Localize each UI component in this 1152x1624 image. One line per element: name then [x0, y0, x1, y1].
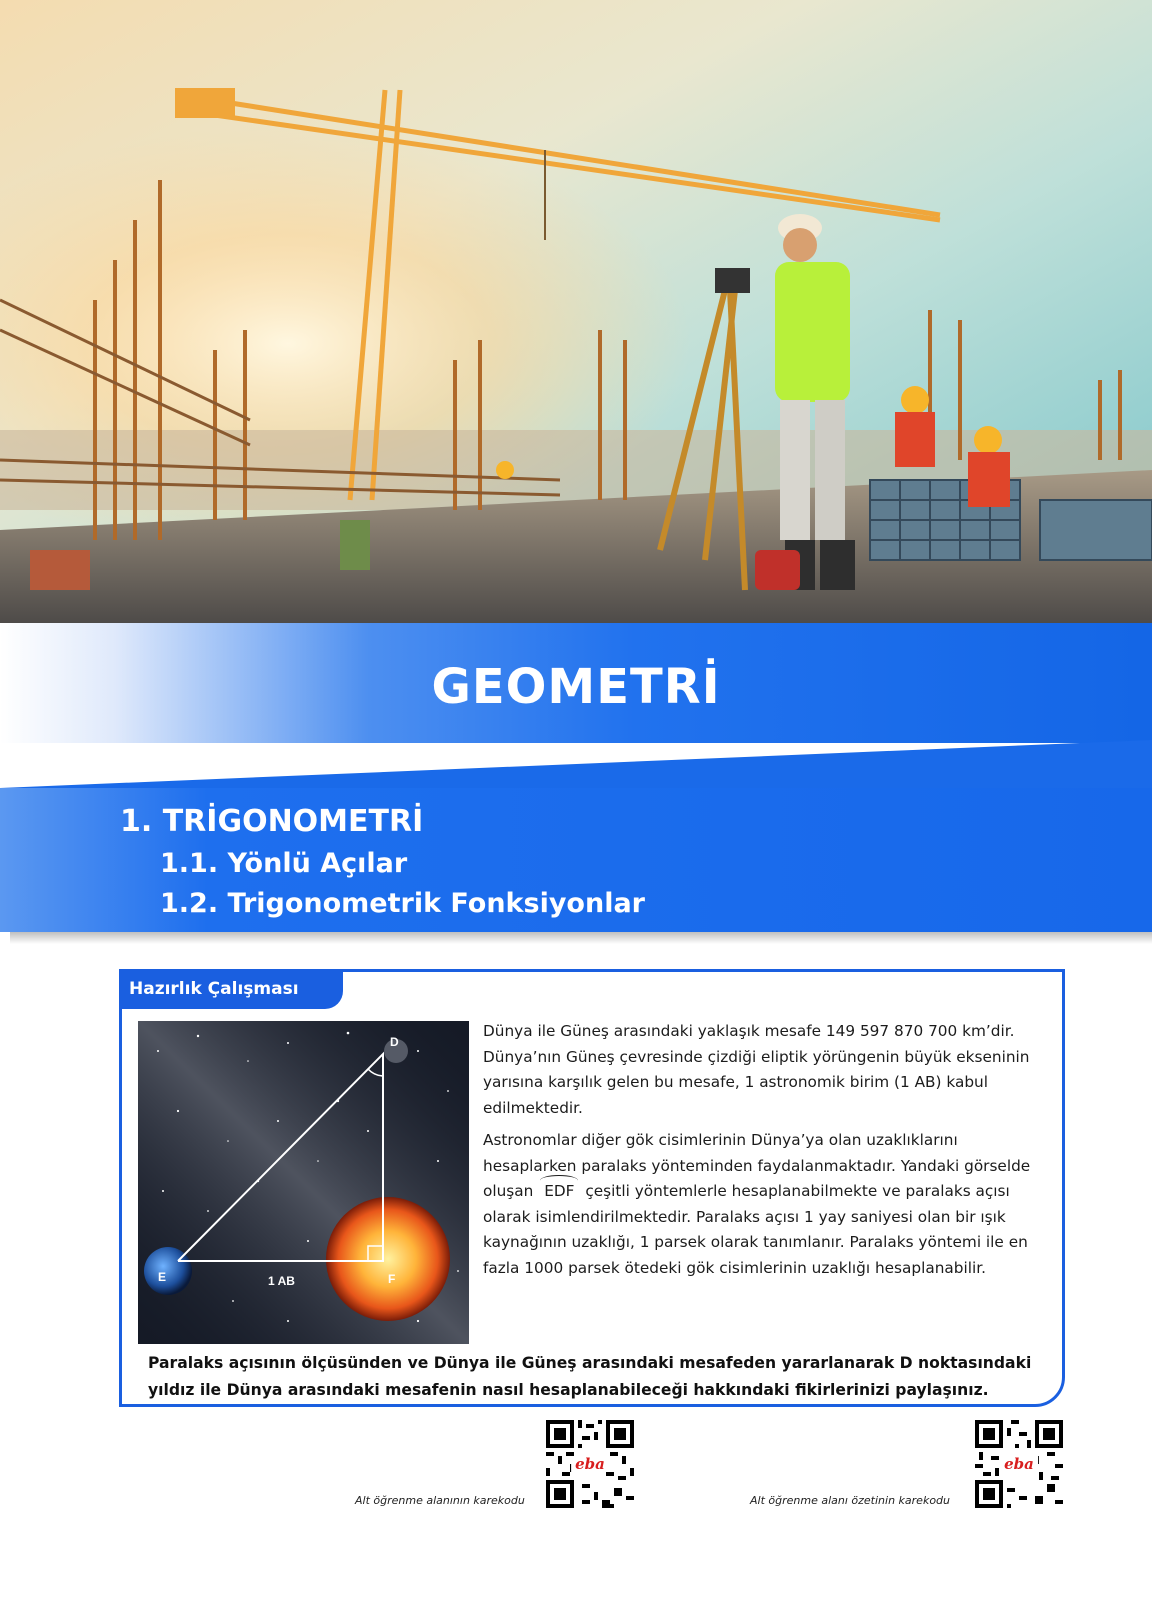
band-shadow [10, 932, 1152, 944]
qr-caption-2: Alt öğrenme alanı özetinin karekodu [750, 1494, 950, 1507]
paragraph-1: Dünya ile Güneş arasındaki yaklaşık mesafe 149 597 870 700 km’dir. Dünya’nın Güneş çevresinde çizdiği eliptik yörüngenin büyük ekseninin yarısına karşılık gelen bu mesafe, 1 astronomik birim (1 AB) kabul edilmektedir. [483, 1022, 1030, 1117]
label-d: D [390, 1035, 399, 1049]
qr-code-1[interactable] [546, 1420, 634, 1508]
label-e: E [158, 1270, 167, 1284]
page-title: GEOMETRİ [431, 659, 721, 715]
discussion-question: Paralaks açısının ölçüsünden ve Dünya ile Güneş arasındaki mesafeden yararlanarak D noktasındaki yıldız ile Dünya arasındaki mesafenin nasıl hesaplanabileceği hakkındaki fikirlerinizi paylaşınız. [148, 1354, 1032, 1399]
angle-edf: EDF [540, 1179, 578, 1205]
hero-image [0, 0, 1152, 625]
paragraph-2-end: çeşitli yöntemlerle hesaplanabilmekte ve paralaks açısı olarak isimlendirilmektedir. Paralaks açısı 1 yay saniyesi olan bir ışık kaynağının uzaklığı, 1 parsek olarak tanımlanır. Paralaks yöntemi ile en fazla 1000 parsek ötedeki gök cisimlerinin uzaklığı hesaplanabilir. [483, 1182, 1028, 1277]
prep-tab: Hazırlık Çalışması [119, 969, 343, 1009]
subtopic-1: 1.1. Yönlü Açılar [160, 848, 408, 879]
label-distance: 1 AB [268, 1274, 295, 1288]
qr-code-2[interactable] [975, 1420, 1063, 1508]
paragraph-2-start: Astronomlar diğer gök cisimlerinin Dünya’ya olan uzaklıklarını hesaplarken paralaks yönteminden faydalanmaktadır. Yandaki görselde oluşan [483, 1131, 1031, 1200]
paragraph-2 [483, 1128, 1048, 1281]
band-divider [0, 740, 1152, 788]
title-band [0, 623, 1152, 743]
eba-logo: eba [1000, 1456, 1038, 1472]
unit-title: 1. TRİGONOMETRİ [120, 804, 424, 839]
label-f: F [388, 1272, 396, 1286]
subtopic-2: 1.2. Trigonometrik Fonksiyonlar [160, 888, 645, 919]
eba-logo: eba [571, 1456, 609, 1472]
qr-caption-1: Alt öğrenme alanının karekodu [355, 1494, 525, 1507]
unit-band [0, 788, 1152, 932]
parallax-figure [138, 1021, 469, 1344]
